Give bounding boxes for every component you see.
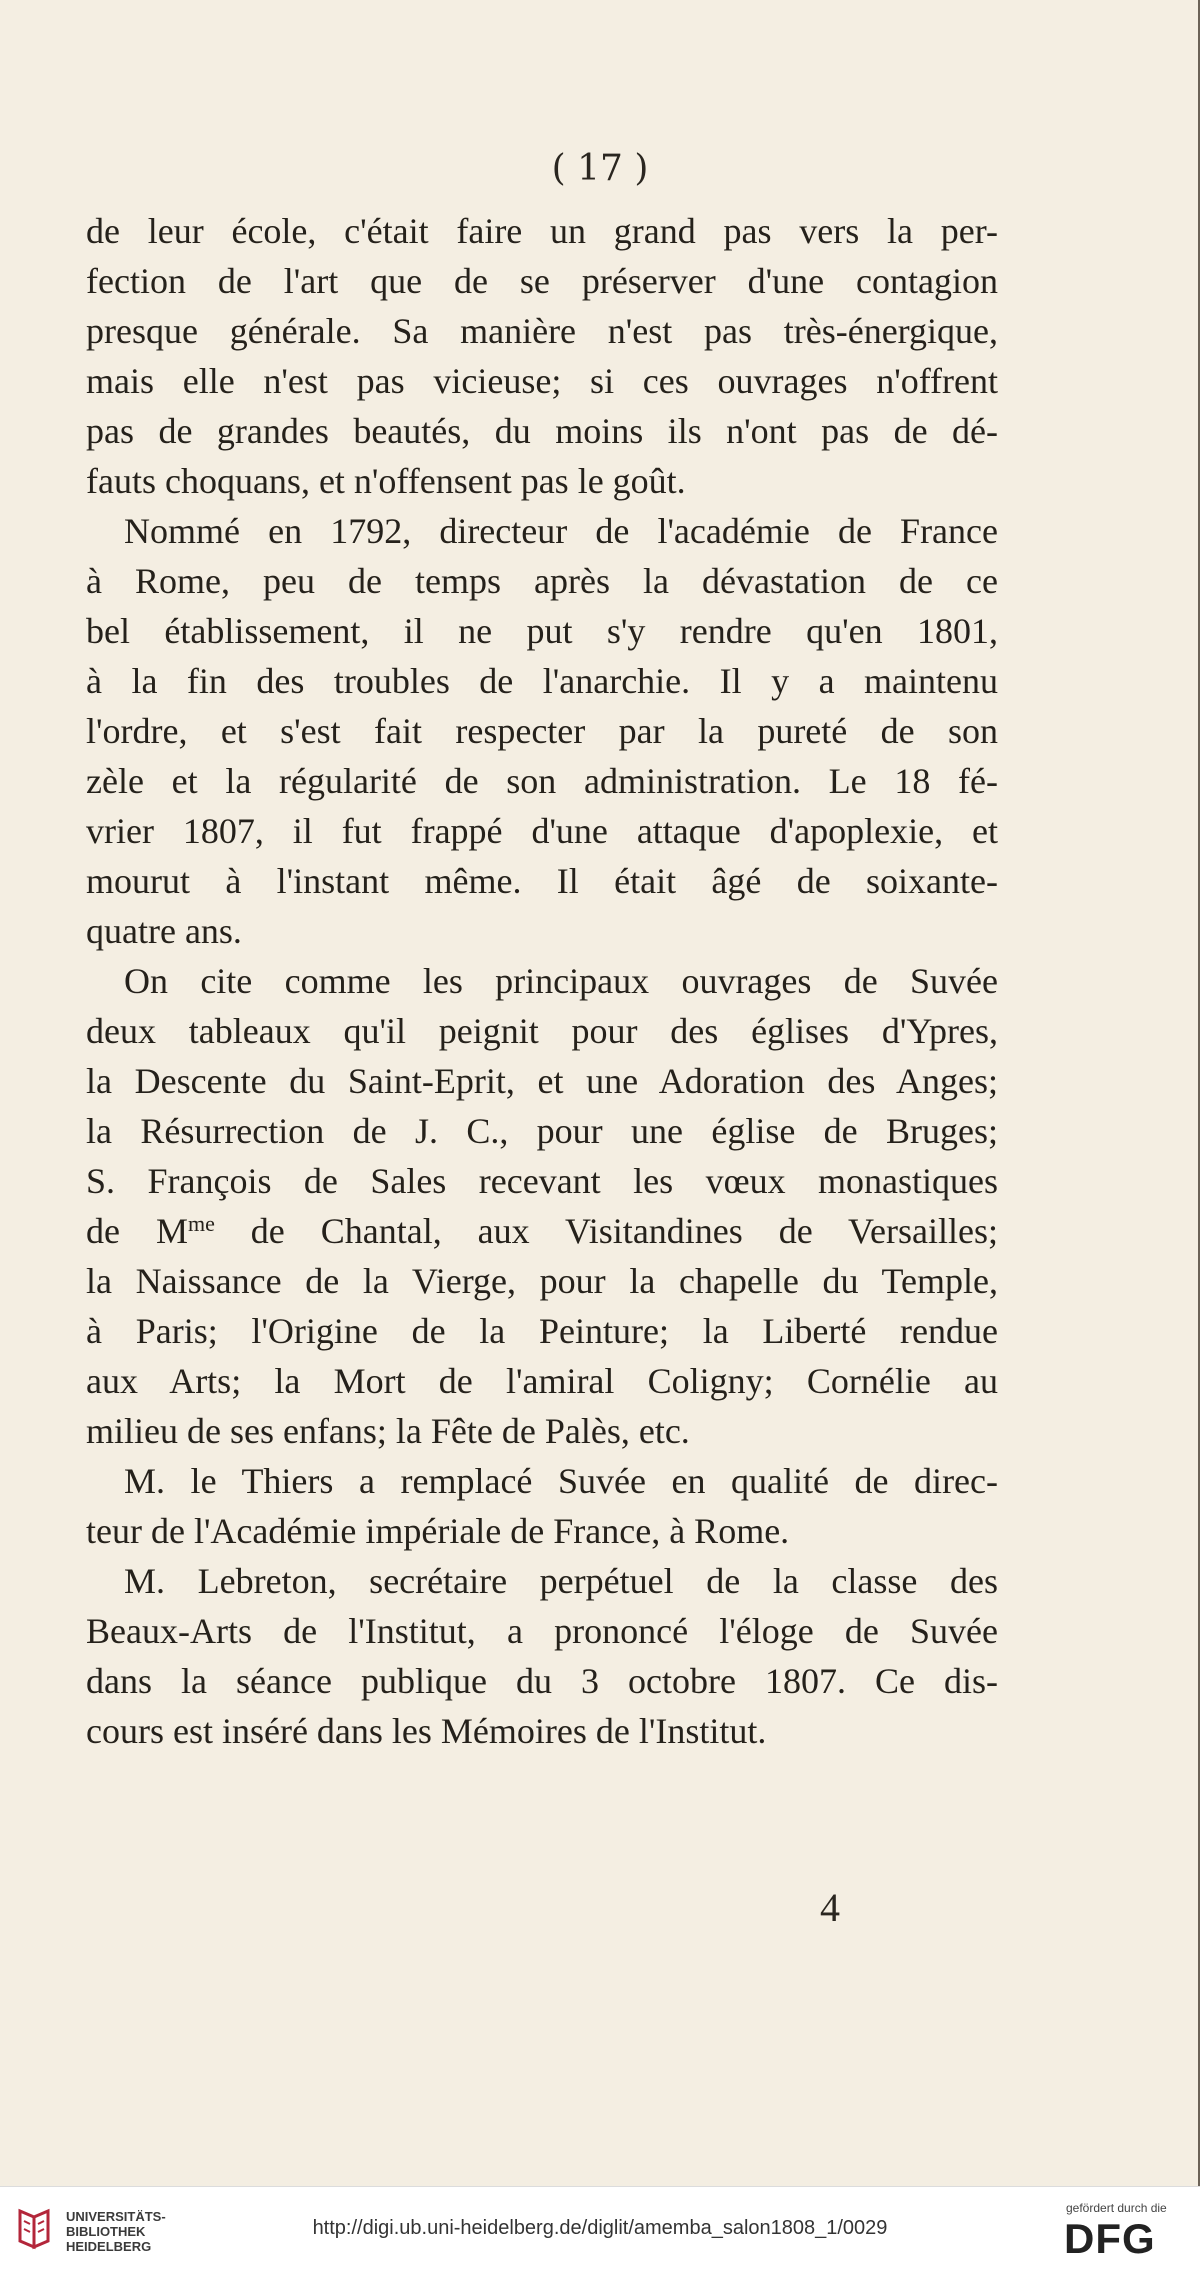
text-line: milieu de ses enfans; la Fête de Palès, etc.	[86, 1411, 690, 1451]
text-line: à Paris; l'Origine de la Peinture; la Liberté rendue	[86, 1311, 998, 1351]
text-line: la Naissance de la Vierge, pour la chapelle du Temple,	[86, 1261, 998, 1301]
page-number: ( 17 )	[551, 148, 649, 189]
text-line: à Rome, peu de temps après la dévastation de ce	[86, 561, 998, 601]
text-line: aux Arts; la Mort de l'amiral Coligny; Cornélie au	[86, 1361, 998, 1401]
text-line: deux tableaux qu'il peignit pour des églises d'Ypres,	[86, 1011, 998, 1051]
text-line: zèle et la régularité de son administration. Le 18 fé-	[86, 761, 998, 801]
text-line: Nommé en 1792, directeur de l'académie de France	[124, 511, 998, 551]
text-line: l'ordre, et s'est fait respecter par la pureté de son	[86, 711, 998, 751]
text-line: On cite comme les principaux ouvrages de Suvée	[124, 961, 998, 1001]
text-line: bel établissement, il ne put s'y rendre qu'en 1801,	[86, 611, 998, 651]
dfg-logo: DFG	[1064, 2215, 1156, 2262]
text-line: fauts choquans, et n'offensent pas le goût.	[86, 461, 686, 501]
text-line: de leur école, c'était faire un grand pas vers la per-	[86, 211, 998, 251]
paragraph	[86, 506, 998, 956]
text-line: pas de grandes beautés, du moins ils n'ont pas de dé-	[86, 411, 998, 451]
logo-line-2: BIBLIOTHEK	[66, 2224, 146, 2239]
text-line: cours est inséré dans les Mémoires de l'Institut.	[86, 1711, 767, 1751]
text-line: la Descente du Saint-Eprit, et une Adoration des Anges;	[86, 1061, 998, 1101]
signature-mark: 4	[820, 1885, 840, 1930]
logo-line-3: HEIDELBERG	[66, 2239, 152, 2254]
text-line: presque générale. Sa manière n'est pas très-énergique,	[86, 311, 998, 351]
text-line: S. François de Sales recevant les vœux monastiques	[86, 1161, 998, 1201]
paragraph	[86, 1456, 998, 1556]
text-line: la Résurrection de J. C., pour une église de Bruges;	[86, 1111, 998, 1151]
text-line: fection de l'art que de se préserver d'une contagion	[86, 261, 998, 301]
text-line: teur de l'Académie impériale de France, à Rome.	[86, 1511, 790, 1551]
text-line: M. le Thiers a remplacé Suvée en qualité de direc-	[124, 1461, 998, 1501]
body-text	[86, 206, 998, 1756]
footer-bar	[0, 2186, 1200, 2273]
text-line: quatre ans.	[86, 911, 242, 951]
text-line: M. Lebreton, secrétaire perpétuel de la classe des	[124, 1561, 998, 1601]
text-line: de $M^{me}$ de Chantal, aux Visitandines de Versailles;	[86, 1211, 998, 1251]
text-line: vrier 1807, il fut frappé d'une attaque d'apoplexie, et	[86, 811, 998, 851]
logo-line-1: UNIVERSITÄTS-	[66, 2209, 166, 2224]
paragraph	[86, 206, 998, 506]
text-line: mais elle n'est pas vicieuse; si ces ouvrages n'offrent	[86, 361, 998, 401]
sponsor-label: gefördert durch die	[1066, 2201, 1167, 2215]
text-line: mourut à l'instant même. Il était âgé de soixante-	[86, 861, 998, 901]
text-line: Beaux-Arts de l'Institut, a prononcé l'éloge de Suvée	[86, 1611, 998, 1651]
text-line: dans la séance publique du 3 octobre 1807. Ce dis-	[86, 1661, 998, 1701]
text-line: à la fin des troubles de l'anarchie. Il y a maintenu	[86, 661, 998, 701]
paragraph	[86, 956, 998, 1456]
paragraph	[86, 1556, 998, 1756]
permalink-url[interactable]: http://digi.ub.uni-heidelberg.de/diglit/amemba_salon1808_1/0029	[312, 2217, 888, 2239]
